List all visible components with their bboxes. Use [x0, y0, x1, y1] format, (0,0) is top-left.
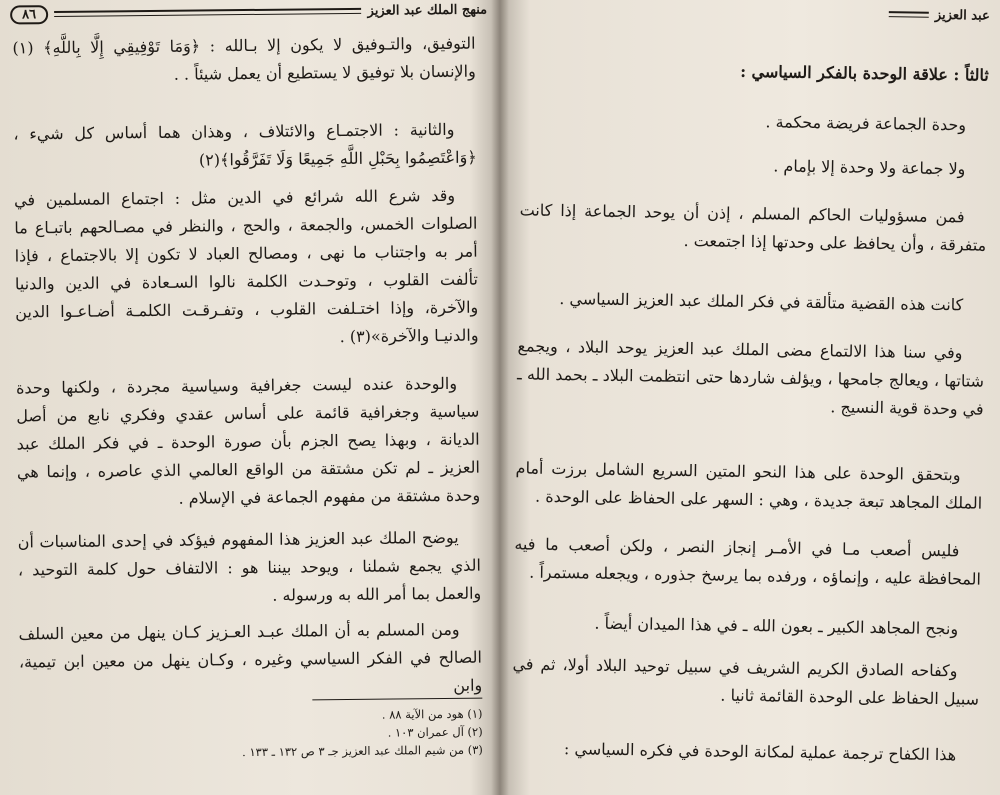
paragraph: فمن مسؤوليات الحاكم المسلم ، إذن أن يوحد الجماعة إذا كانت متفرقة ، وأن يحافظ على وحدتها إذا اجتمعت .: [519, 200, 987, 255]
footnote: (٢) آل عمران ١٠٣ .: [387, 724, 483, 740]
paragraph: يوضح الملك عبد العزيز هذا المفهوم فيؤكد في إحدى المناسبات أن الذي يجمع شملنا ، ويوحد بيننا هو : الالتفاف حول كلمة التوحيد ، والعمل بما أمر الله به ورسوله .: [17, 527, 482, 605]
paragraph: فليس أصعب مـا في الأمـر إنجاز النصر ، ولكن أصعب ما فيه المحافظة عليه ، وإنماؤه ، ورفده بما يرسخ جذوره ، ويجعله مستمراً .: [514, 534, 982, 589]
header-rule: [889, 11, 929, 18]
paragraph: وبتحقق الوحدة على هذا النحو المتين السريع الشامل برزت أمام الملك المجاهد تبعة جديدة ، وهي : السهر على الحفاظ على الوحدة .: [515, 458, 983, 513]
left-running-head-title: منهج الملك عبد العزيز: [367, 2, 488, 19]
page-number: ٨٦: [10, 5, 48, 24]
paragraph: وفي سنا هذا الالتماع مضى الملك عبد العزيز يوحد البلاد ، ويجمع شتاتها ، ويعالج جامحها ، ويؤلف شاردها حتى انتظمت البلاد ـ بحمد الله ـ في وحدة قوية النسيج .: [516, 336, 985, 419]
paragraph: كانت هذه القضية متألقة في فكر الملك عبد العزيز السياسي .: [559, 289, 964, 315]
paragraph: وكفاحه الصادق الكريم الشريف في سبيل توحيد البلاد أولا، ثم في سبيل الحفاظ على الوحدة القائمة ثانيا .: [512, 654, 980, 709]
right-running-header: [503, 0, 990, 28]
header-rule: [54, 8, 362, 17]
right-page: [491, 0, 1000, 795]
right-running-head-title: عبد العزيز: [934, 7, 990, 24]
paragraph: ولا جماعة ولا وحدة إلا بإمام .: [773, 156, 966, 179]
footnote: (٣) من شيم الملك عبد العزيز جـ ٣ ص ١٣٢ ـ ١٣٣ .: [242, 742, 483, 760]
paragraph: والوحدة عنده ليست جغرافية وسياسية مجردة ، ولكنها وحدة سياسية وجغرافية قائمة على أساس عقدي وفكري نابع من أصل الديانة ، وبهذا يصح الجزم بأن صورة الوحدة ـ في فكر الملك عبد العزيز ـ لم تكن مشتقة من الواقع العالمي الذي عاصره ، وإنما هي وحدة مشتقة من مفهوم الجماعة في الإسلام .: [15, 373, 481, 508]
paragraph: والثانية : الاجتمـاع والائتلاف ، وهذان هما أساس كل شيء ، ﴿وَاعْتَصِمُوا بِحَبْلِ اللَّهِ جَمِيعًا وَلَا تَفَرَّقُوا﴾(٢): [13, 119, 477, 170]
footnote: (١) هود من الآية ٨٨ .: [381, 706, 483, 722]
left-running-header: [10, 0, 487, 26]
paragraph: التوفيق، والتـوفيق لا يكون إلا بـالله : ﴿وَمَا تَوْفِيقِي إِلَّا بِاللَّهِ﴾ (١) والإنسان بلا توفيق لا يستطيع أن يعمل شيئاً . .: [12, 33, 476, 84]
paragraph: هذا الكفاح ترجمة عملية لمكانة الوحدة في فكره السياسي :: [563, 739, 957, 765]
paragraph: ونجح المجاهد الكبير ـ بعون الله ـ في هذا الميدان أيضاً .: [594, 613, 959, 639]
paragraph: وقد شرع الله شرائع في الدين مثل : اجتماع المسلمين في الصلوات الخمس، والجمعة ، والحج ، والنظر في مصـالحهم باتبـاع ما أمر به واجتناب ما نهى ، ومصالح العباد لا تكون إلا بالاجتماع ، فإذا تألفت القلوب ، وتوحـدت الكلمة نالوا السـعادة في الدين والدنيا والآخرة، وإذا اختـلفت القلوب ، وتفـرقـت الكلمـة أضـاعـوا الدين والدنيـا والآخرة»(٣) .: [13, 185, 479, 347]
section-heading: ثالثاً : علاقة الوحدة بالفكر السياسي :: [740, 61, 989, 85]
paragraph: ومن المسلم به أن الملك عبـد العـزيز كـان ينهل من معين السلف الصالح في الفكر السياسي وغيره ، وكـان ينهل من معين ابن تيمية، وابن: [18, 619, 483, 695]
paragraph: وحدة الجماعة فريضة محكمة .: [765, 112, 967, 135]
